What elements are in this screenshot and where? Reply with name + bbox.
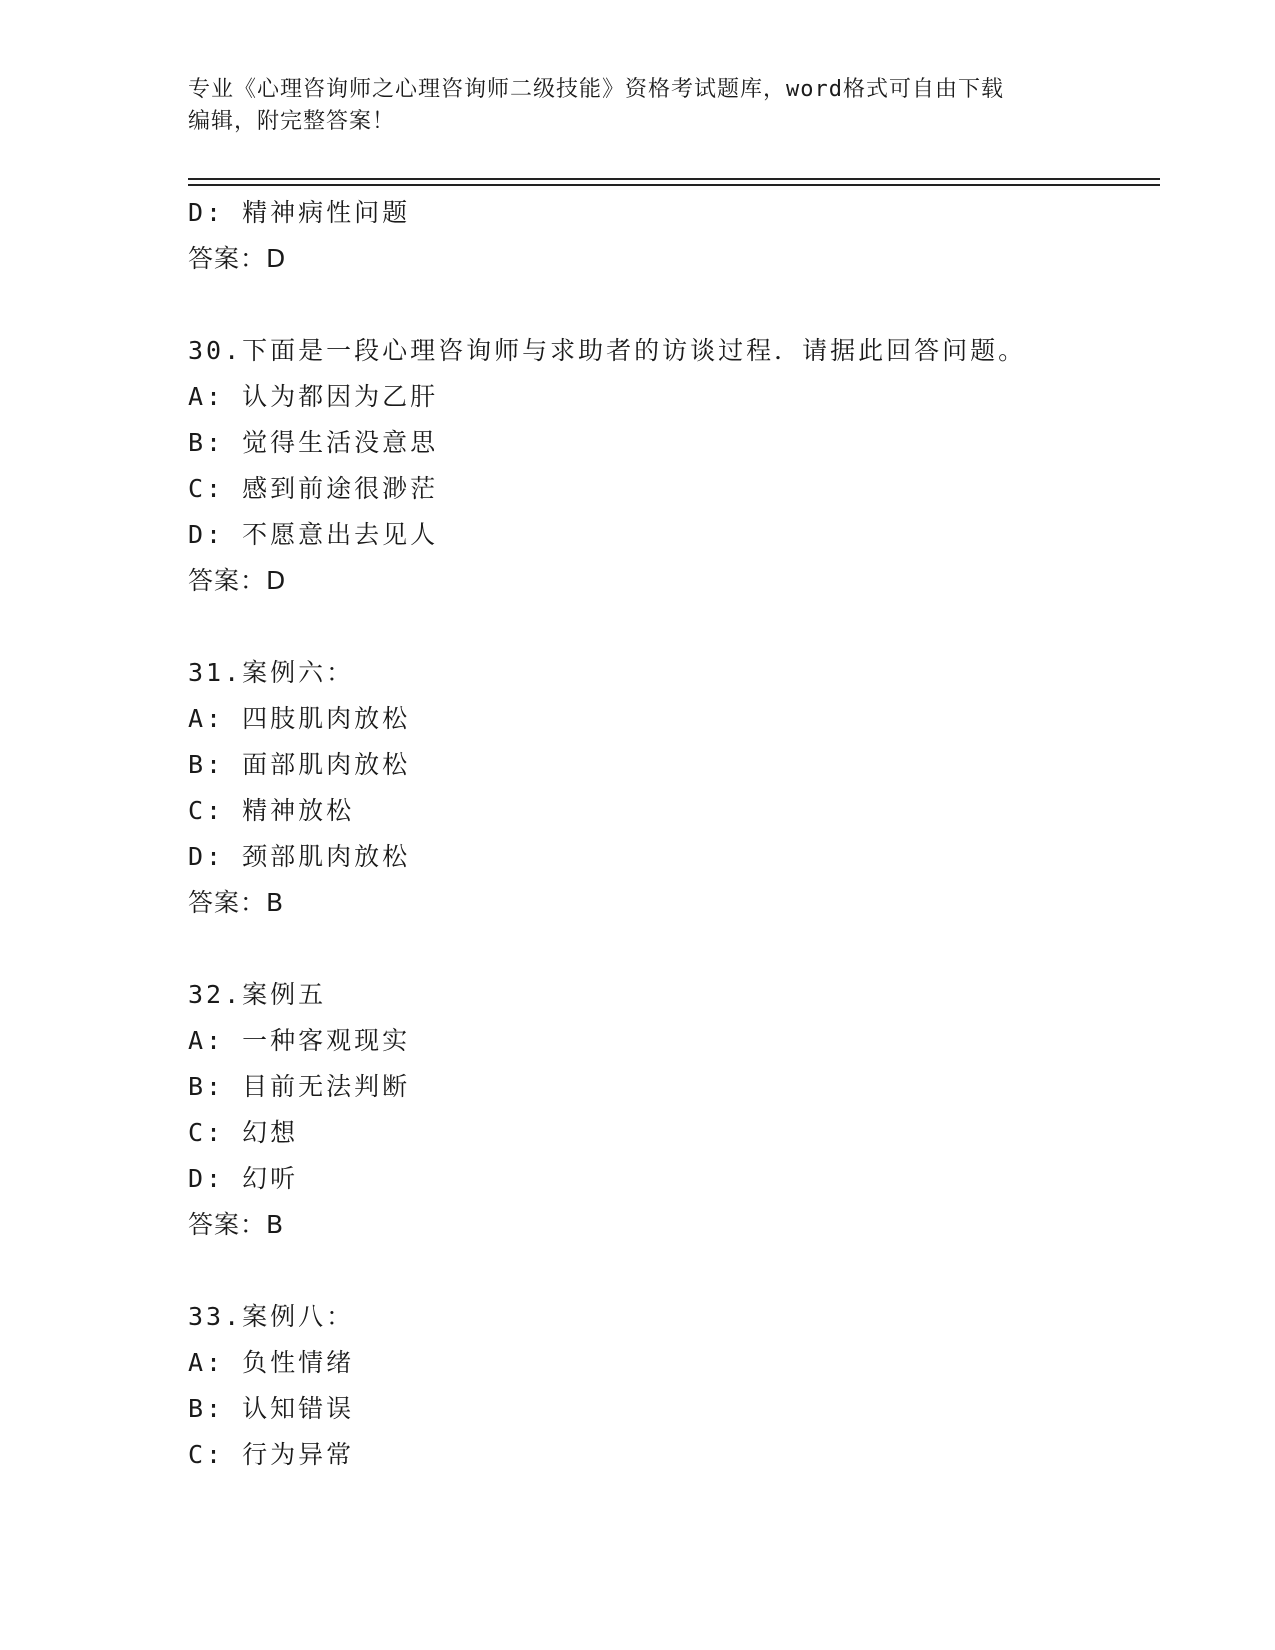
question-30-answer: 答案：D (188, 566, 287, 595)
question-30-option-a: A: 认为都因为乙肝 (188, 382, 439, 411)
question-32-option-c: C: 幻想 (188, 1118, 299, 1147)
question-30-option-b: B: 觉得生活没意思 (188, 428, 439, 457)
question-33-option-c: C: 行为异常 (188, 1440, 355, 1469)
answer-line: 答案：D (188, 244, 287, 273)
question-30-option-d: D: 不愿意出去见人 (188, 520, 439, 549)
question-32-option-a: A: 一种客观现实 (188, 1026, 411, 1055)
header-line-1: 专业《心理咨询师之心理咨询师二级技能》资格考试题库，word格式可自由下载 (188, 77, 1004, 102)
question-33-stem: 33.案例八： (188, 1302, 355, 1331)
document-header (188, 74, 1068, 138)
header-rule-top (188, 178, 1160, 180)
question-33-option-b: B: 认知错误 (188, 1394, 355, 1423)
question-32-option-d: D: 幻听 (188, 1164, 299, 1193)
question-32-stem: 32.案例五 (188, 980, 327, 1009)
spacer (188, 604, 1160, 650)
spacer (188, 926, 1160, 972)
question-30-stem: 30.下面是一段心理咨询师与求助者的访谈过程．请据此回答问题。 (188, 336, 1027, 365)
question-32-answer: 答案：B (188, 1210, 285, 1239)
question-list (188, 190, 1160, 1478)
option-d: D: 精神病性问题 (188, 198, 411, 227)
question-31-option-c: C: 精神放松 (188, 796, 355, 825)
question-30-option-c: C: 感到前途很渺茫 (188, 474, 439, 503)
question-33-option-a: A: 负性情绪 (188, 1348, 355, 1377)
header-rule-bottom (188, 184, 1160, 186)
question-31-stem: 31.案例六： (188, 658, 355, 687)
question-31-option-d: D: 颈部肌肉放松 (188, 842, 411, 871)
question-32-option-b: B: 目前无法判断 (188, 1072, 411, 1101)
question-31-answer: 答案：B (188, 888, 285, 917)
question-31-option-a: A: 四肢肌肉放松 (188, 704, 411, 733)
spacer (188, 1248, 1160, 1294)
question-31-option-b: B: 面部肌肉放松 (188, 750, 411, 779)
spacer (188, 282, 1160, 328)
header-line-2: 编辑，附完整答案！ (188, 109, 396, 134)
